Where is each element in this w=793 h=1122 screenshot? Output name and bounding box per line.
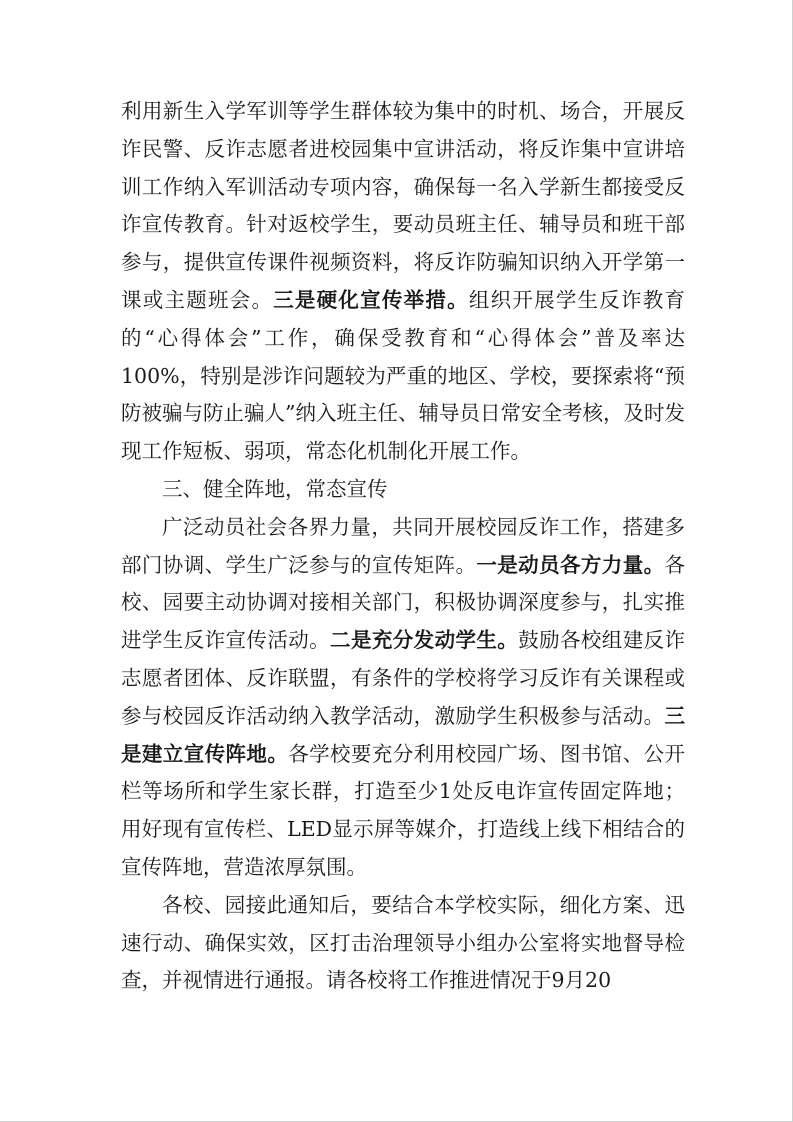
paragraph-text: 各校、园接此通知后，要结合本学校实际，细化方案、迅速行动、确保实效，区打击治理领导小组办公室将实地督导检查，并视情进行通报。请各校将工作推进情况于9月20 xyxy=(121,892,685,993)
paragraph-text: 鼓励各校组建反诈志愿者团体、反诈联盟，有条件的学校将学习反诈有关课程或参与校园反诈活动纳入教学活动，激励学生积极参与活动。 xyxy=(121,628,686,728)
document-body xyxy=(121,93,685,1000)
paragraph-text: 广泛动员社会各界力量，共同开展校园反诈工作，搭建多部门协调、学生广泛参与的宣传矩阵。 xyxy=(121,514,685,577)
paragraph-military-training xyxy=(121,93,685,471)
paragraph-text: 各校、园要主动协调对接相关部门，积极协调深度参与，扎实推进学生反诈宣传活动。 xyxy=(121,552,686,653)
bold-phrase-harden-measures: 三是硬化宣传举措。 xyxy=(273,287,469,312)
paragraph-propaganda-matrix xyxy=(121,509,685,887)
paragraph-closing-notice xyxy=(121,887,685,1000)
paragraph-text: 各学校要充分利用校园广场、图书馆、公开栏等场所和学生家长群，打造至少1处反电诈宣传固定阵地；用好现有宣传栏、LED显示屏等媒介，打造线上线下相结合的宣传阵地，营造浓厚氛围。 xyxy=(121,741,686,879)
bold-phrase-mobilize-forces: 一是动员各方力量。 xyxy=(476,552,665,577)
paragraph-text: 利用新生入学军训等学生群体较为集中的时机、场合，开展反诈民警、反诈志愿者进校园集中宣讲活动，将反诈集中宣讲培训工作纳入军训活动专项内容，确保每一名入学新生都接受反诈宣传教育。针对返校学生，要动员班主任、辅导员和班干部参与，提供宣传课件视频资料，将反诈防骗知识纳入开学第一课或主题班会。 xyxy=(121,99,685,312)
section-heading-3: 三、健全阵地，常态宣传 xyxy=(162,476,388,501)
bold-phrase-build-positions: 三是建立宣传阵地。 xyxy=(121,703,685,766)
bold-phrase-mobilize-students: 二是充分发动学生。 xyxy=(330,628,519,653)
paragraph-text: 组织开展学生反诈教育的“心得体会”工作，确保受教育和“心得体会”普及率达100%，特别是涉诈问题较为严重的地区、学校，要探索将“预防被骗与防止骗人”纳入班主任、辅导员日常安全考核，及时发现工作短板、弱项，常态化机制化开展工作。 xyxy=(121,287,686,464)
